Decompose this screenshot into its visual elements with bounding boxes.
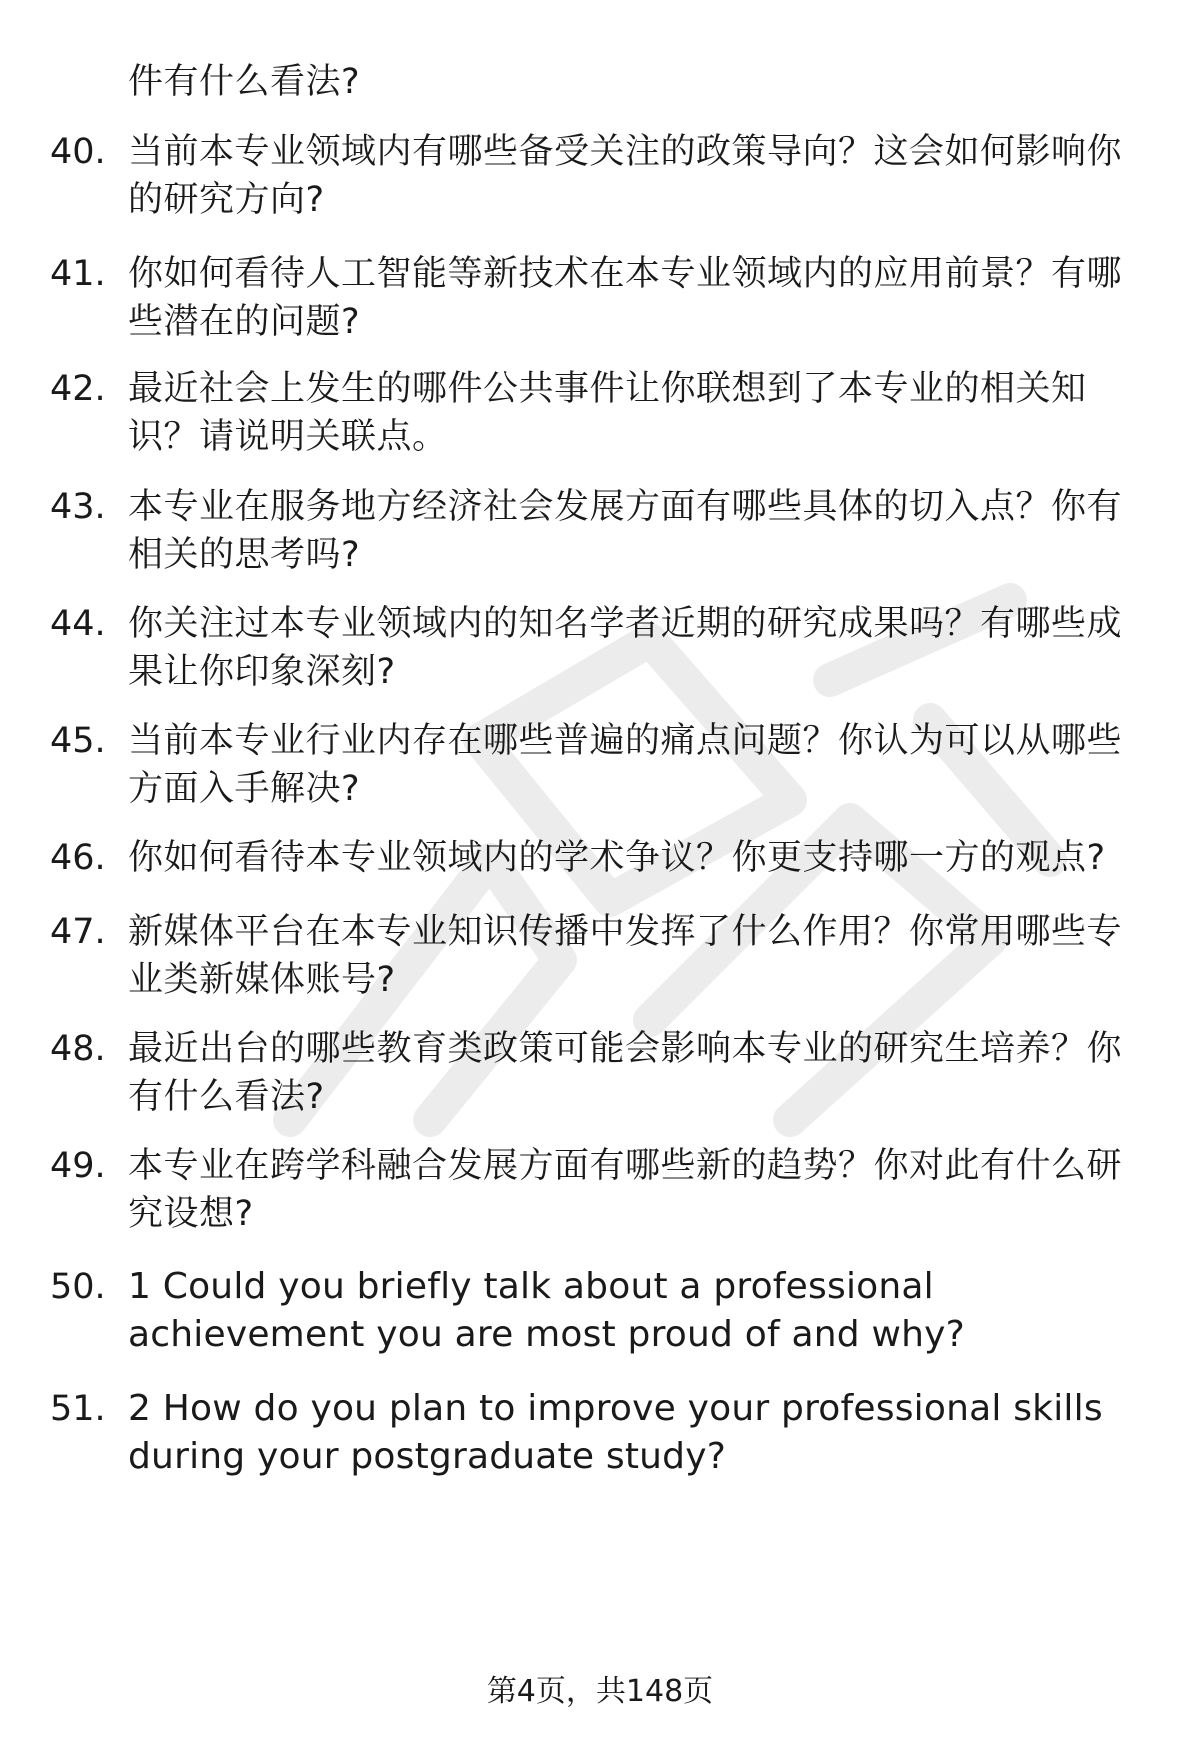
- question-number: 51.: [50, 1389, 106, 1429]
- page-footer: 第4页，共148页: [486, 1674, 714, 1709]
- question-number: 49.: [50, 1146, 106, 1186]
- question-text: 最近社会上发生的哪件公共事件让你联想到了本专业的相关知识？请说明关联点。: [128, 369, 1087, 457]
- question-number: 47.: [50, 912, 106, 952]
- question-text: 当前本专业领域内有哪些备受关注的政策导向？这会如何影响你的研究方向?: [128, 132, 1123, 220]
- question-number: 45.: [50, 721, 106, 761]
- question-text: 你如何看待人工智能等新技术在本专业领域内的应用前景？有哪些潜在的问题?: [128, 254, 1123, 342]
- continuation-text: 件有什么看法?: [128, 62, 361, 102]
- question-number: 43.: [50, 487, 106, 527]
- question-text: 本专业在跨学科融合发展方面有哪些新的趋势？你对此有什么研究设想?: [128, 1146, 1123, 1234]
- question-text: 本专业在服务地方经济社会发展方面有哪些具体的切入点？你有相关的思考吗?: [128, 487, 1123, 575]
- question-number: 48.: [50, 1029, 106, 1069]
- question-number: 40.: [50, 132, 106, 172]
- question-text: 你如何看待本专业领域内的学术争议？你更支持哪一方的观点?: [128, 838, 1106, 878]
- question-number: 42.: [50, 369, 106, 409]
- question-text: 新媒体平台在本专业知识传播中发挥了什么作用？你常用哪些专业类新媒体账号?: [128, 912, 1123, 1000]
- question-text: 你关注过本专业领域内的知名学者近期的研究成果吗？有哪些成果让你印象深刻?: [128, 604, 1123, 692]
- question-text: 1 Could you briefly talk about a professional achievement you are most proud of and why?: [128, 1266, 965, 1355]
- question-number: 41.: [50, 254, 106, 294]
- question-number: 50.: [50, 1267, 106, 1307]
- question-number: 44.: [50, 604, 106, 644]
- question-text: 最近出台的哪些教育类政策可能会影响本专业的研究生培养？你有什么看法?: [128, 1029, 1123, 1117]
- question-number: 46.: [50, 838, 106, 878]
- question-text: 当前本专业行业内存在哪些普遍的痛点问题？你认为可以从哪些方面入手解决?: [128, 721, 1123, 809]
- question-text: 2 How do you plan to improve your professional skills during your postgraduate study?: [128, 1388, 1103, 1477]
